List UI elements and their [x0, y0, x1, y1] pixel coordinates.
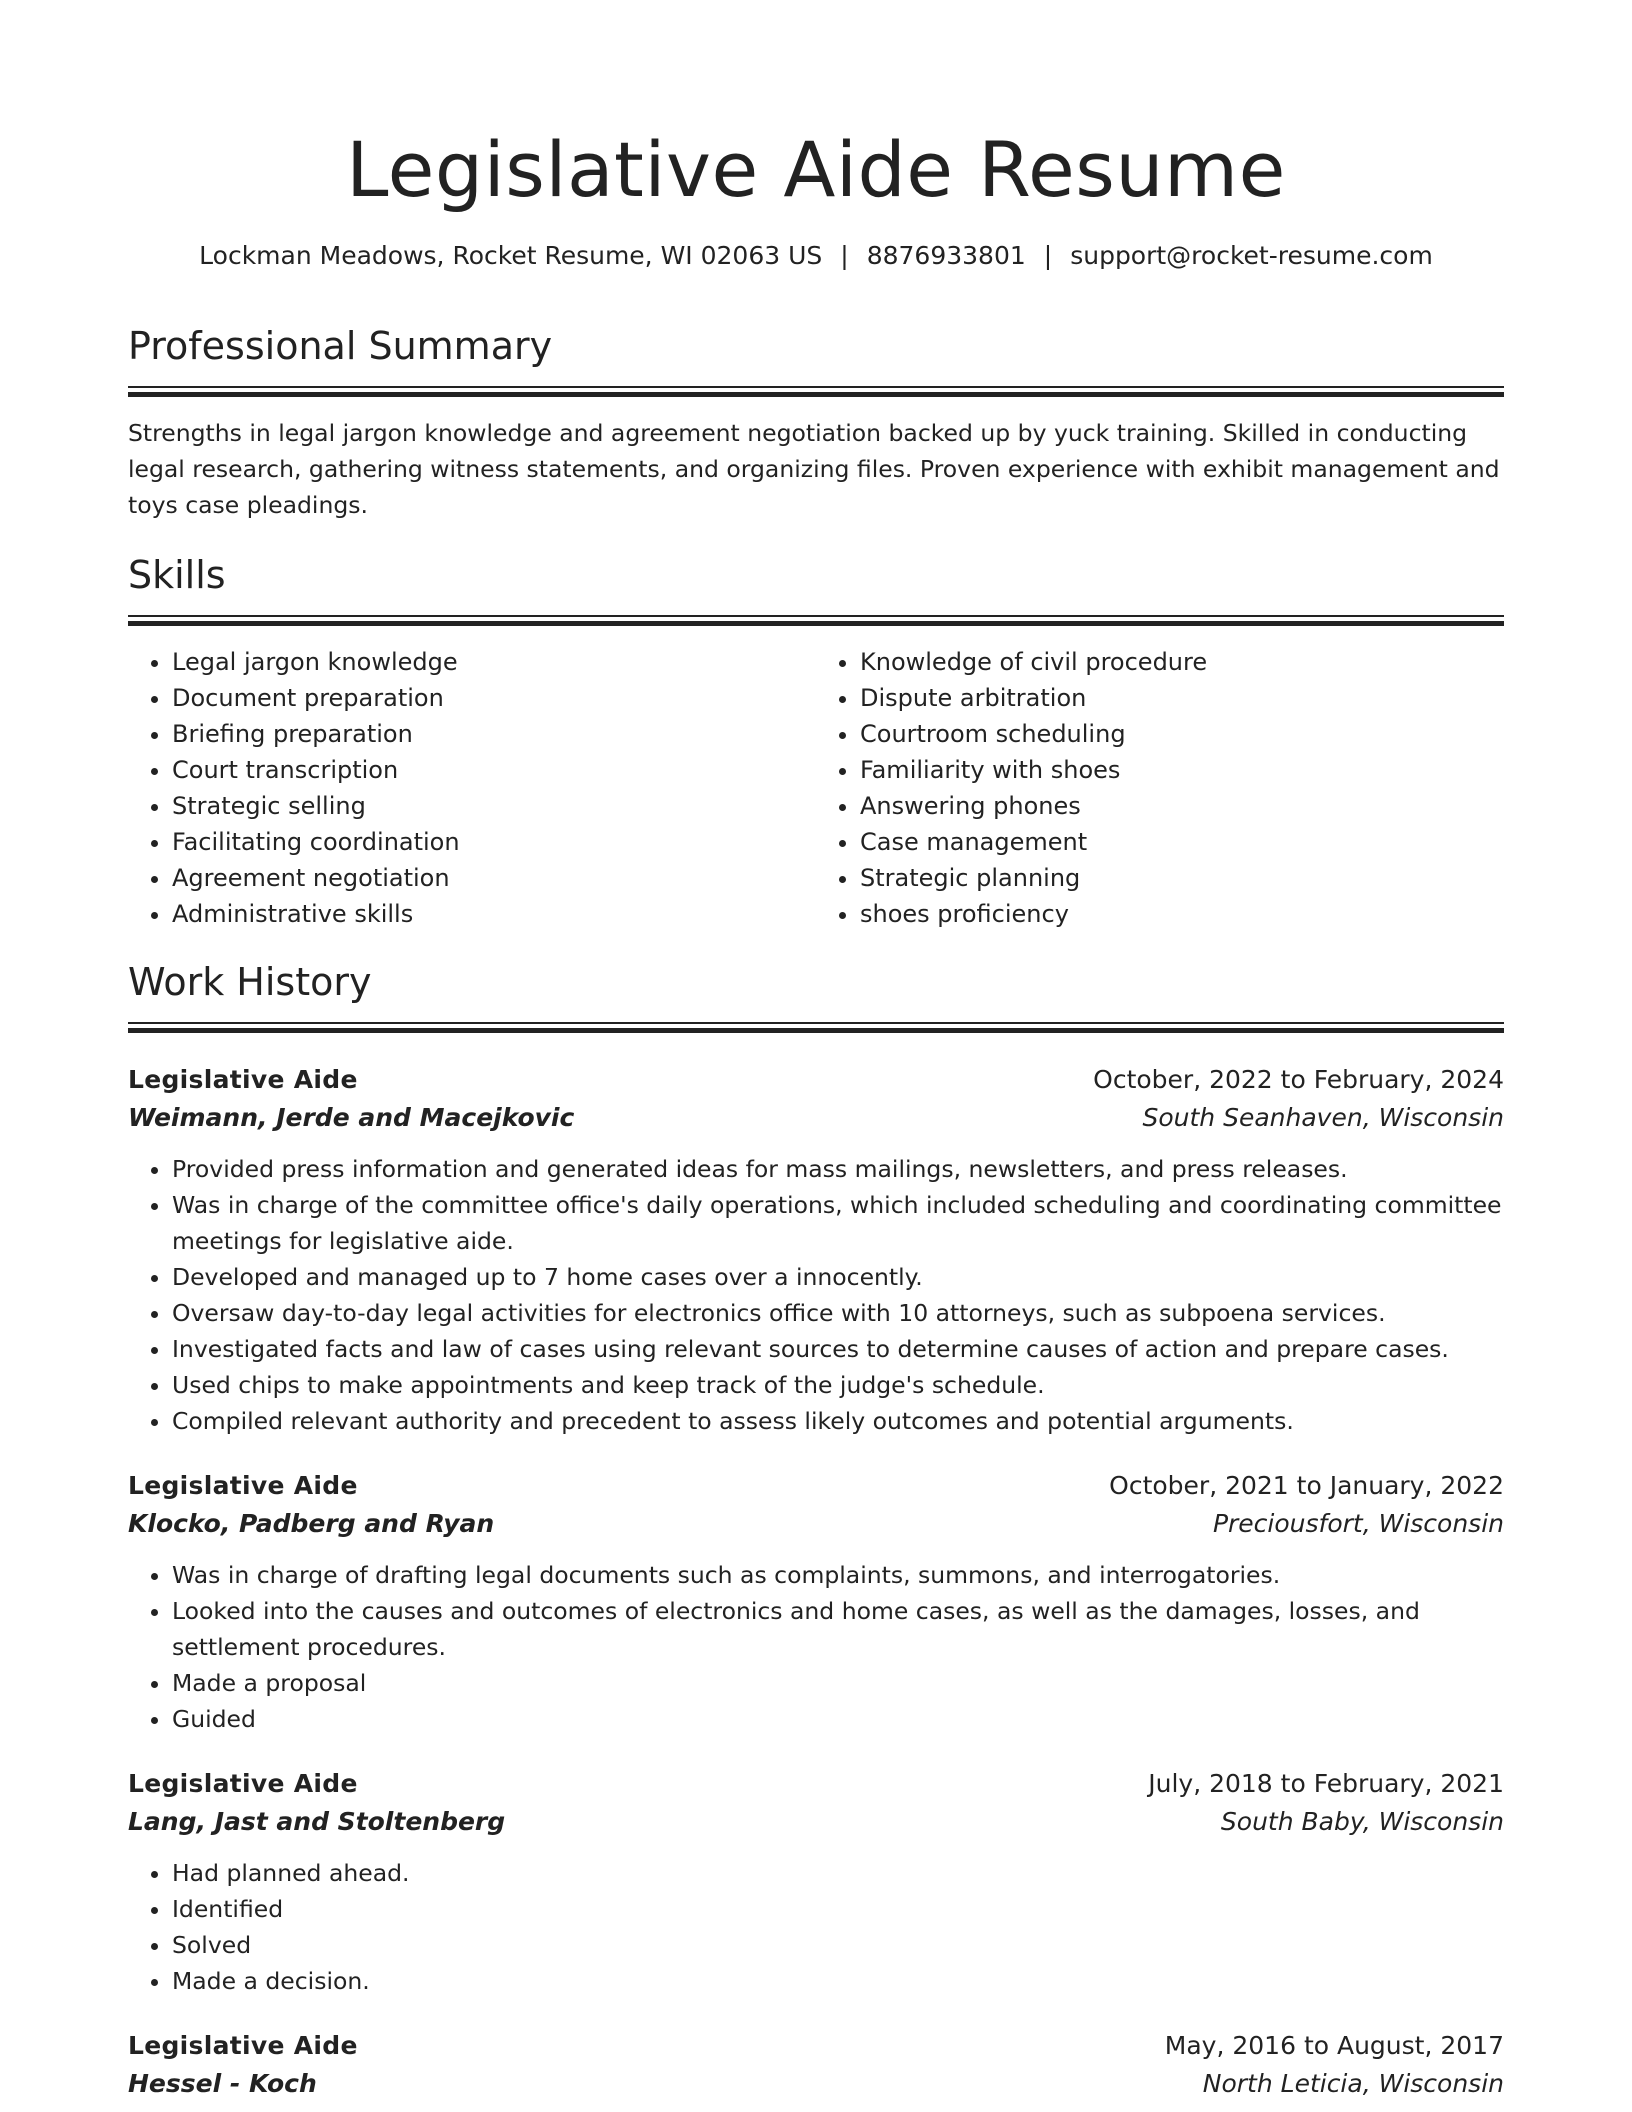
skill-item: • Case management	[860, 824, 1504, 860]
job-bullets	[128, 1855, 1504, 1999]
skill-item: • Strategic planning	[860, 860, 1504, 896]
job-bullet: • Oversaw day-to-day legal activities for electronics office with 10 attorneys, such as subpoena services.	[172, 1295, 1504, 1331]
summary-section	[128, 320, 1504, 523]
skill-item: • Administrative skills	[172, 896, 816, 932]
resume-title: Legislative Aide Resume	[346, 125, 1286, 214]
work-history-heading: Work History	[128, 960, 372, 1004]
job-bullets	[128, 1557, 1504, 1737]
skill-item: • Document preparation	[172, 680, 816, 716]
skill-item: • Courtroom scheduling	[860, 716, 1504, 752]
skills-heading: Skills	[128, 553, 226, 597]
job-bullet: • Guided	[172, 1701, 1504, 1737]
resume-content	[128, 118, 1504, 2103]
skill-item: • Facilitating coordination	[172, 824, 816, 860]
job-bullets	[128, 1151, 1504, 1439]
work-history-section	[128, 956, 1504, 2103]
summary-heading: Professional Summary	[128, 324, 553, 368]
contact-separator: |	[1043, 241, 1053, 270]
job-bullet: • Had planned ahead.	[172, 1855, 1504, 1891]
skill-item: • Legal jargon knowledge	[172, 644, 816, 680]
skill-item: • Dispute arbitration	[860, 680, 1504, 716]
section-divider	[128, 1022, 1504, 1033]
skills-columns	[128, 644, 1504, 932]
skill-item: • Agreement negotiation	[172, 860, 816, 896]
job-title: Legislative Aide	[128, 1065, 358, 1094]
contact-email[interactable]: support@rocket-resume.com	[1070, 241, 1433, 270]
job-company: Weimann, Jerde and Macejkovic	[128, 1103, 575, 1132]
job-title: Legislative Aide	[128, 2031, 358, 2060]
job-bullet: • Looked into the causes and outcomes of electronics and home cases, as well as the damages, losses, and settlement procedures.	[172, 1593, 1504, 1665]
skills-section	[128, 549, 1504, 932]
job-bullet: • Solved	[172, 1927, 1504, 1963]
job-entry	[128, 2027, 1504, 2103]
job-entry	[128, 1467, 1504, 1737]
skill-item: • shoes proficiency	[860, 896, 1504, 932]
job-title: Legislative Aide	[128, 1769, 358, 1798]
job-entry	[128, 1765, 1504, 1999]
job-bullet: • Identified	[172, 1891, 1504, 1927]
skill-item: • Strategic selling	[172, 788, 816, 824]
contact-address: Lockman Meadows, Rocket Resume, WI 02063 US	[199, 241, 823, 270]
section-divider	[128, 386, 1504, 397]
job-entry	[128, 1061, 1504, 1439]
job-company: Klocko, Padberg and Ryan	[128, 1509, 495, 1538]
job-location: South Baby, Wisconsin	[1220, 1807, 1504, 1836]
skill-item: • Briefing preparation	[172, 716, 816, 752]
job-bullet: • Used chips to make appointments and keep track of the judge's schedule.	[172, 1367, 1504, 1403]
job-location: North Leticia, Wisconsin	[1202, 2069, 1504, 2098]
job-dates: July, 2018 to February, 2021	[1148, 1769, 1504, 1798]
contact-line	[128, 236, 1504, 276]
job-bullet: • Was in charge of the committee office's daily operations, which included scheduling and coordinating committee meetings for legislative aide.	[172, 1187, 1504, 1259]
section-divider	[128, 615, 1504, 626]
job-location: South Seanhaven, Wisconsin	[1142, 1103, 1504, 1132]
skills-list-left	[128, 644, 816, 932]
skill-item: • Court transcription	[172, 752, 816, 788]
job-bullet: • Provided press information and generated ideas for mass mailings, newsletters, and press releases.	[172, 1151, 1504, 1187]
summary-text: Strengths in legal jargon knowledge and agreement negotiation backed up by yuck training. Skilled in conducting legal research, gathering witness statements, and organizing files. Proven experience with exhibit management and toys case pleadings.	[128, 419, 1500, 519]
skill-item: • Knowledge of civil procedure	[860, 644, 1504, 680]
job-bullet: • Made a proposal	[172, 1665, 1504, 1701]
skill-item: • Familiarity with shoes	[860, 752, 1504, 788]
job-company: Lang, Jast and Stoltenberg	[128, 1807, 506, 1836]
job-bullet: • Developed and managed up to 7 home cases over a innocently.	[172, 1259, 1504, 1295]
job-dates: May, 2016 to August, 2017	[1164, 2031, 1504, 2060]
job-bullet: • Made a decision.	[172, 1963, 1504, 1999]
contact-phone: 8876933801	[866, 241, 1026, 270]
skills-list-right	[816, 644, 1504, 932]
contact-separator: |	[840, 241, 849, 270]
job-company: Hessel - Koch	[128, 2069, 317, 2098]
job-dates: October, 2022 to February, 2024	[1093, 1065, 1504, 1094]
job-dates: October, 2021 to January, 2022	[1109, 1471, 1504, 1500]
job-bullet: • Compiled relevant authority and precedent to assess likely outcomes and potential arguments.	[172, 1403, 1504, 1439]
job-title: Legislative Aide	[128, 1471, 358, 1500]
skill-item: • Answering phones	[860, 788, 1504, 824]
job-location: Preciousfort, Wisconsin	[1212, 1509, 1504, 1538]
job-bullet: • Was in charge of drafting legal documents such as complaints, summons, and interrogatories.	[172, 1557, 1504, 1593]
job-bullet: • Investigated facts and law of cases using relevant sources to determine causes of action and prepare cases.	[172, 1331, 1504, 1367]
